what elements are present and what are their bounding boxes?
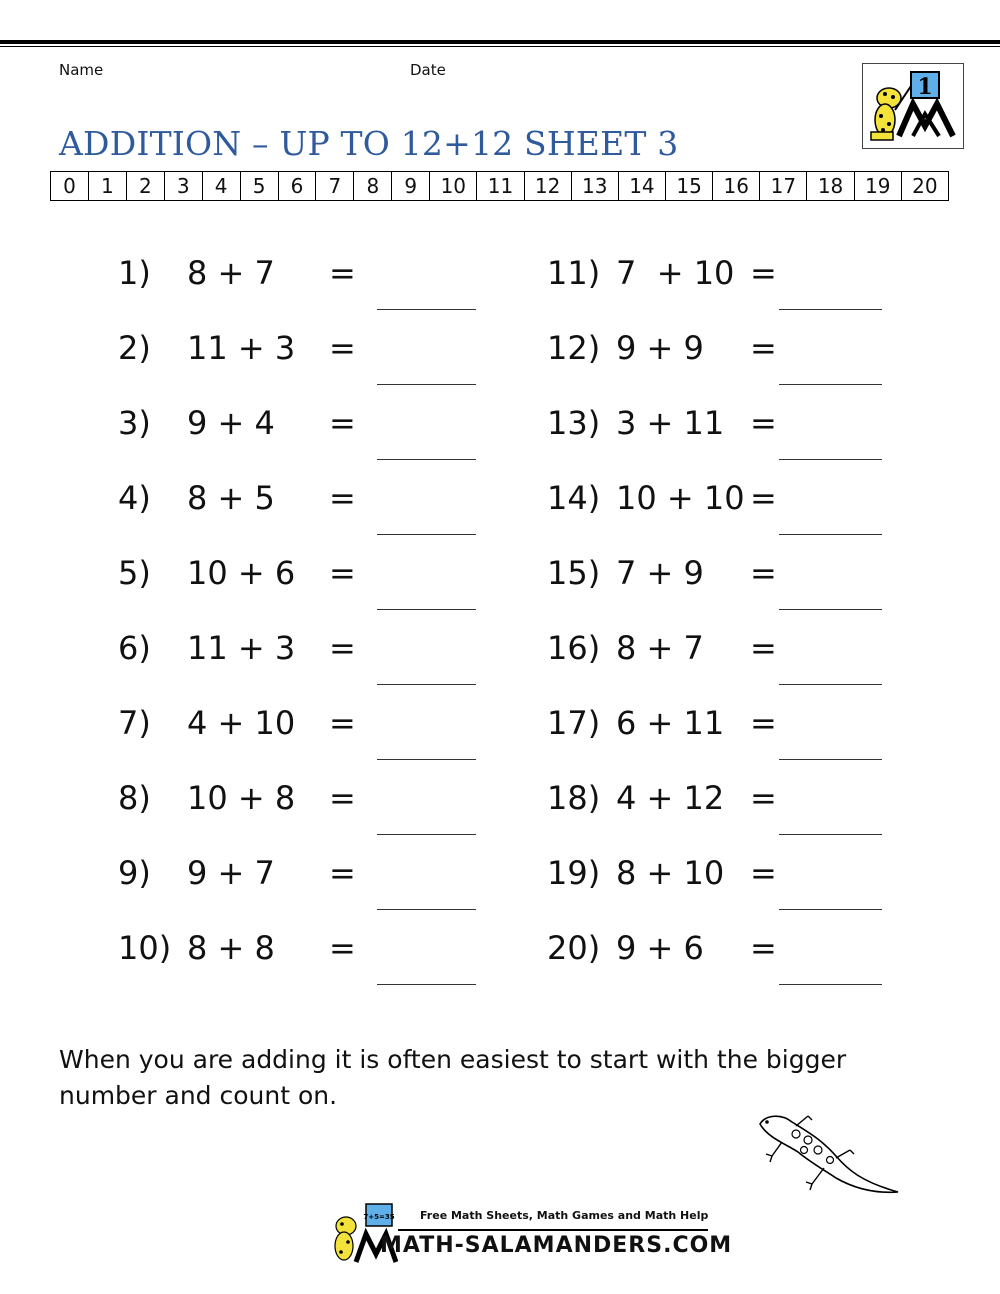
number-line-cell: 12 [525, 172, 572, 200]
equals-sign: = [329, 854, 356, 892]
number-line-cell: 11 [477, 172, 524, 200]
problem-expression: 9 + 9 [616, 329, 704, 367]
number-line-cell: 16 [713, 172, 760, 200]
problem-number: 4) [118, 479, 151, 517]
problem-expression: 8 + 8 [187, 929, 275, 967]
equals-sign: = [329, 479, 356, 517]
equals-sign: = [329, 929, 356, 967]
number-line-cell: 15 [666, 172, 713, 200]
answer-blank[interactable] [377, 759, 476, 760]
problem-number: 2) [118, 329, 151, 367]
problem-expression: 10 + 6 [187, 554, 296, 592]
salamander-illustration [752, 1112, 902, 1202]
equals-sign: = [329, 329, 356, 367]
problem-expression: 10 + 10 [616, 479, 745, 517]
footer-logo-badge: 7+5=35 [363, 1213, 395, 1221]
answer-blank[interactable] [779, 759, 882, 760]
problem-expression: 9 + 4 [187, 404, 275, 442]
problem-expression: 7 + 10 [616, 254, 735, 292]
equals-sign: = [750, 704, 777, 742]
problem-expression: 9 + 6 [616, 929, 704, 967]
problem-expression: 8 + 10 [616, 854, 725, 892]
equals-sign: = [329, 629, 356, 667]
footer-tagline: Free Math Sheets, Math Games and Math Help [420, 1209, 709, 1222]
number-line-cell: 14 [619, 172, 666, 200]
answer-blank[interactable] [779, 834, 882, 835]
answer-blank[interactable] [779, 459, 882, 460]
grade-logo [862, 63, 964, 149]
grade-badge-text: 1 [917, 74, 933, 100]
problem-number: 7) [118, 704, 151, 742]
problem-number: 13) [547, 404, 601, 442]
number-line-cell: 7 [316, 172, 354, 200]
problem-number: 16) [547, 629, 601, 667]
equals-sign: = [750, 929, 777, 967]
answer-blank[interactable] [377, 984, 476, 985]
equals-sign: = [329, 554, 356, 592]
problem-number: 10) [118, 929, 172, 967]
problem-expression: 4 + 12 [616, 779, 725, 817]
salamander-teacher-icon [863, 64, 963, 148]
answer-blank[interactable] [377, 459, 476, 460]
number-line-cell: 20 [912, 174, 938, 198]
equals-sign: = [329, 704, 356, 742]
problem-number: 15) [547, 554, 601, 592]
number-line-cell: 2 [127, 172, 165, 200]
problem-number: 12) [547, 329, 601, 367]
problem-number: 8) [118, 779, 151, 817]
problem-number: 11) [547, 254, 601, 292]
problem-number: 5) [118, 554, 151, 592]
problem-number: 1) [118, 254, 151, 292]
number-line-cell: 5 [241, 172, 279, 200]
answer-blank[interactable] [779, 909, 882, 910]
equals-sign: = [329, 404, 356, 442]
number-line [50, 171, 949, 201]
answer-blank[interactable] [779, 309, 882, 310]
footer-rule [398, 1229, 708, 1231]
number-line-cell: 3 [165, 172, 203, 200]
answer-blank[interactable] [377, 384, 476, 385]
problem-number: 18) [547, 779, 601, 817]
date-label: Date [410, 61, 446, 79]
problem-expression: 9 + 7 [187, 854, 275, 892]
top-rule-thin [0, 46, 1000, 47]
problem-number: 19) [547, 854, 601, 892]
top-rule [0, 40, 1000, 44]
equals-sign: = [750, 329, 777, 367]
number-line-cell: 17 [760, 172, 807, 200]
tip-text: When you are adding it is often easiest to start with the bigger number and count on. [59, 1045, 847, 1110]
page-title: ADDITION – UP TO 12+12 SHEET 3 [59, 124, 679, 163]
problem-expression: 4 + 10 [187, 704, 296, 742]
equals-sign: = [750, 404, 777, 442]
problem-number: 17) [547, 704, 601, 742]
answer-blank[interactable] [779, 609, 882, 610]
problem-expression: 11 + 3 [187, 329, 296, 367]
problem-expression: 11 + 3 [187, 629, 296, 667]
problem-expression: 10 + 8 [187, 779, 296, 817]
answer-blank[interactable] [779, 534, 882, 535]
problem-number: 14) [547, 479, 601, 517]
number-line-cell: 0 [51, 172, 89, 200]
equals-sign: = [329, 254, 356, 292]
problem-expression: 8 + 7 [616, 629, 704, 667]
answer-blank[interactable] [377, 309, 476, 310]
number-line-cell: 9 [392, 172, 430, 200]
answer-blank[interactable] [377, 609, 476, 610]
number-line-cell: 8 [354, 172, 392, 200]
number-line-cell: 19 [855, 172, 902, 200]
problem-expression: 6 + 11 [616, 704, 725, 742]
answer-blank[interactable] [779, 684, 882, 685]
problem-expression: 8 + 7 [187, 254, 275, 292]
problem-expression: 3 + 11 [616, 404, 725, 442]
number-line-cell: 10 [430, 172, 477, 200]
number-line-cell: 18 [807, 172, 854, 200]
number-line-cell: 13 [572, 172, 619, 200]
problem-number: 9) [118, 854, 151, 892]
name-label: Name [59, 61, 104, 79]
equals-sign: = [750, 779, 777, 817]
answer-blank[interactable] [377, 684, 476, 685]
answer-blank[interactable] [377, 909, 476, 910]
answer-blank[interactable] [779, 984, 882, 985]
equals-sign: = [750, 254, 777, 292]
equals-sign: = [750, 854, 777, 892]
problem-number: 20) [547, 929, 601, 967]
equals-sign: = [750, 629, 777, 667]
equals-sign: = [329, 779, 356, 817]
answer-blank[interactable] [779, 384, 882, 385]
answer-blank[interactable] [377, 534, 476, 535]
problem-number: 6) [118, 629, 151, 667]
footer-brand[interactable]: MATH-SALAMANDERS.COM [380, 1233, 733, 1258]
problem-expression: 8 + 5 [187, 479, 275, 517]
problem-number: 3) [118, 404, 151, 442]
number-line-cell: 4 [203, 172, 241, 200]
answer-blank[interactable] [377, 834, 476, 835]
equals-sign: = [750, 479, 777, 517]
problem-expression: 7 + 9 [616, 554, 704, 592]
number-line-cell: 1 [89, 172, 127, 200]
equals-sign: = [750, 554, 777, 592]
number-line-cell: 6 [279, 172, 317, 200]
